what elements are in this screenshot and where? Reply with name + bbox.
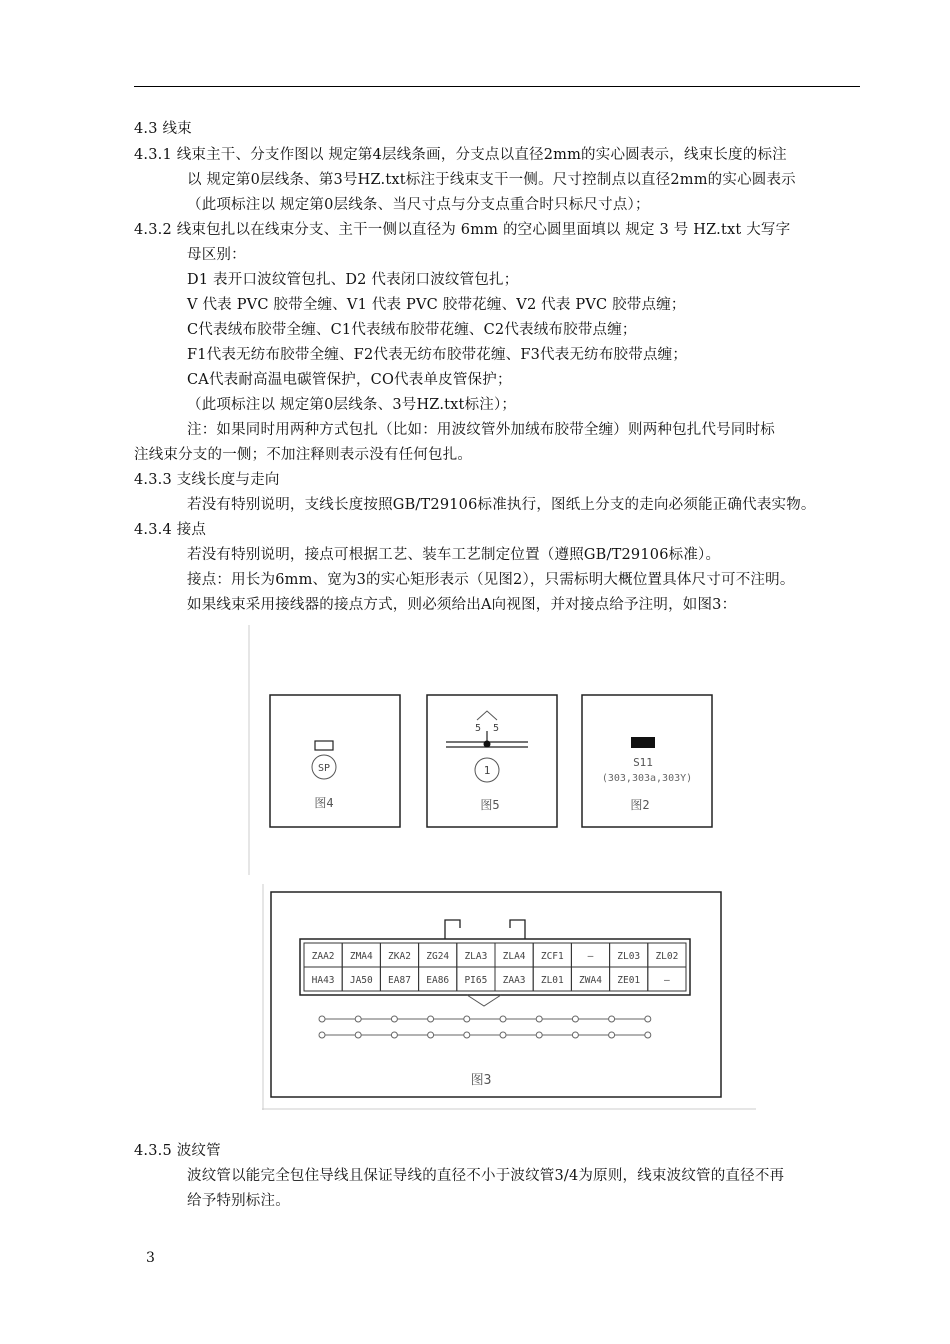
section-heading-4-3-5: 4.3.5 波纹管 — [134, 1143, 221, 1159]
para-4-3-5-line1: 波纹管以能完全包住导线且保证导线的直径不小于波纹管3/4为原则，线束波纹管的直径不再 — [187, 1168, 785, 1184]
fig3-cell-label: EA86 — [426, 975, 450, 986]
fig3-cell-label: ZL03 — [617, 951, 641, 962]
para-4-3-3: 若没有特别说明，支线长度按照GB/T29106标准执行，图纸上分支的走向必须能正确代表实物。 — [187, 497, 816, 513]
wrap-code-f: F1代表无纺布胶带全缠、F2代表无纺布胶带花缠、F3代表无纺布胶带点缠； — [187, 347, 688, 363]
section-heading-4-3: 4.3 线束 — [134, 121, 192, 137]
figure-4 — [270, 695, 400, 827]
wrap-code-v: V 代表 PVC 胶带全缠、V1 代表 PVC 胶带花缠、V2 代表 PVC 胶带点缠； — [187, 297, 686, 313]
fig3-pin — [355, 1032, 361, 1038]
fig3-pin — [645, 1016, 651, 1022]
fig3-pin — [319, 1016, 325, 1022]
fig3-cell-label: EA87 — [388, 975, 411, 986]
fig3-cell-label: ZL01 — [540, 975, 564, 986]
para-4-3-5-line2: 给予特别标注。 — [187, 1193, 290, 1209]
wrap-code-ca: CA代表耐高温电碳管保护，CO代表单皮管保护； — [187, 372, 512, 388]
fig3-pin — [500, 1032, 506, 1038]
figure-row-top — [248, 625, 748, 875]
fig3-pin — [391, 1016, 397, 1022]
fig2-sub: (303,303a,303Y) — [601, 773, 693, 784]
wrap-code-c: C代表绒布胶带全缠、C1代表绒布胶带花缠、C2代表绒布胶带点缠； — [187, 322, 637, 338]
fig2-caption: 图2 — [630, 798, 650, 812]
fig3-pin — [609, 1016, 615, 1022]
fig3-cell-label: ZWA4 — [579, 975, 602, 986]
fig3-pin — [319, 1032, 325, 1038]
fig3-pin — [500, 1016, 506, 1022]
para-4-3-1-line3: （此项标注以 规定第0层线条、当尺寸点与分支点重合时只标尺寸点）； — [187, 197, 650, 213]
fig3-cell-label: ZLA3 — [464, 951, 488, 962]
fig3-pin — [428, 1016, 434, 1022]
page-number: 3 — [146, 1250, 155, 1266]
fig3-cell-label: PI65 — [464, 975, 488, 986]
wrap-note-layer: （此项标注以 规定第0层线条、3号HZ.txt标注）； — [187, 397, 517, 413]
note-line2: 注线束分支的一侧；不加注释则表示没有任何包扎。 — [134, 447, 473, 463]
para-4-3-2-line2: 母区别： — [187, 247, 246, 263]
section-heading-4-3-4: 4.3.4 接点 — [134, 522, 207, 538]
fig3-pin — [536, 1016, 542, 1022]
section-heading-4-3-3: 4.3.3 支线长度与走向 — [134, 472, 280, 488]
fig4-circle-label: SP — [317, 763, 331, 774]
wrap-code-d: D1 表开口波纹管包扎、D2 代表闭口波纹管包扎； — [187, 272, 519, 288]
para-4-3-4-line1: 若没有特别说明，接点可根据工艺、装车工艺制定位置（遵照GB/T29106标准）。 — [187, 547, 721, 563]
fig3-cell-label: ZE01 — [617, 975, 641, 986]
fig3-pin — [464, 1016, 470, 1022]
header-rule — [134, 86, 860, 87]
para-4-3-1-line1: 4.3.1 线束主干、分支作图以 规定第4层线条画，分支点以直径2mm的实心圆表示，线束长度的标注 — [134, 147, 787, 163]
fig3-cell-label: ZCF1 — [540, 951, 564, 962]
fig5-label-right: 5 — [492, 723, 500, 734]
fig3-cell-label: ZAA3 — [502, 975, 526, 986]
para-4-3-2-line1: 4.3.2 线束包扎以在线束分支、主干一侧以直径为 6mm 的空心圆里面填以 规定 3 号 HZ.txt 大写字 — [134, 222, 791, 238]
fig3-pin — [645, 1032, 651, 1038]
fig3-cell-label: — — [664, 975, 670, 986]
fig5-circle-label: 1 — [483, 764, 491, 777]
fig3-pin — [464, 1032, 470, 1038]
fig3-pin — [355, 1016, 361, 1022]
fig3-cell-label: ZKA2 — [388, 951, 411, 962]
figure-2 — [582, 695, 712, 827]
fig3-pin — [572, 1032, 578, 1038]
fig3-cell-label: ZL02 — [655, 951, 679, 962]
fig3-caption: 图3 — [470, 1073, 492, 1088]
fig5-caption: 图5 — [480, 798, 500, 812]
para-4-3-4-line2: 接点：用长为6mm、宽为3的实心矩形表示（见图2），只需标明大概位置具体尺寸可不注明。 — [187, 572, 795, 588]
fig3-cell-label: — — [587, 951, 594, 962]
fig2-code: S11 — [633, 756, 653, 769]
fig3-cell-label: ZMA4 — [349, 951, 373, 962]
fig3-pin — [572, 1016, 578, 1022]
figure-5 — [427, 695, 557, 827]
fig3-cell-label: ZAA2 — [311, 951, 335, 962]
fig3-cell-label: ZG24 — [426, 951, 450, 962]
fig3-cell-label: HA43 — [311, 975, 335, 986]
para-4-3-4-line3: 如果线束采用接线器的接点方式，则必须给出A向视图，并对接点给予注明，如图3： — [187, 597, 737, 613]
fig3-pin — [391, 1032, 397, 1038]
fig3-pin — [609, 1032, 615, 1038]
para-4-3-1-line2: 以 规定第0层线条、第3号HZ.txt标注于线束支干一侧。尺寸控制点以直径2mm的实心圆表示 — [187, 172, 796, 188]
fig3-cell-label: JA50 — [349, 975, 373, 986]
fig3-pin — [428, 1032, 434, 1038]
fig4-caption: 图4 — [314, 796, 334, 810]
fig5-label-left: 5 — [474, 723, 482, 734]
fig3-pin — [536, 1032, 542, 1038]
fig3-cell-label: ZLA4 — [502, 951, 526, 962]
note-line1: 注：如果同时用两种方式包扎（比如：用波纹管外加绒布胶带全缠）则两种包扎代号同时标 — [187, 422, 775, 438]
figure-3 — [262, 884, 756, 1110]
